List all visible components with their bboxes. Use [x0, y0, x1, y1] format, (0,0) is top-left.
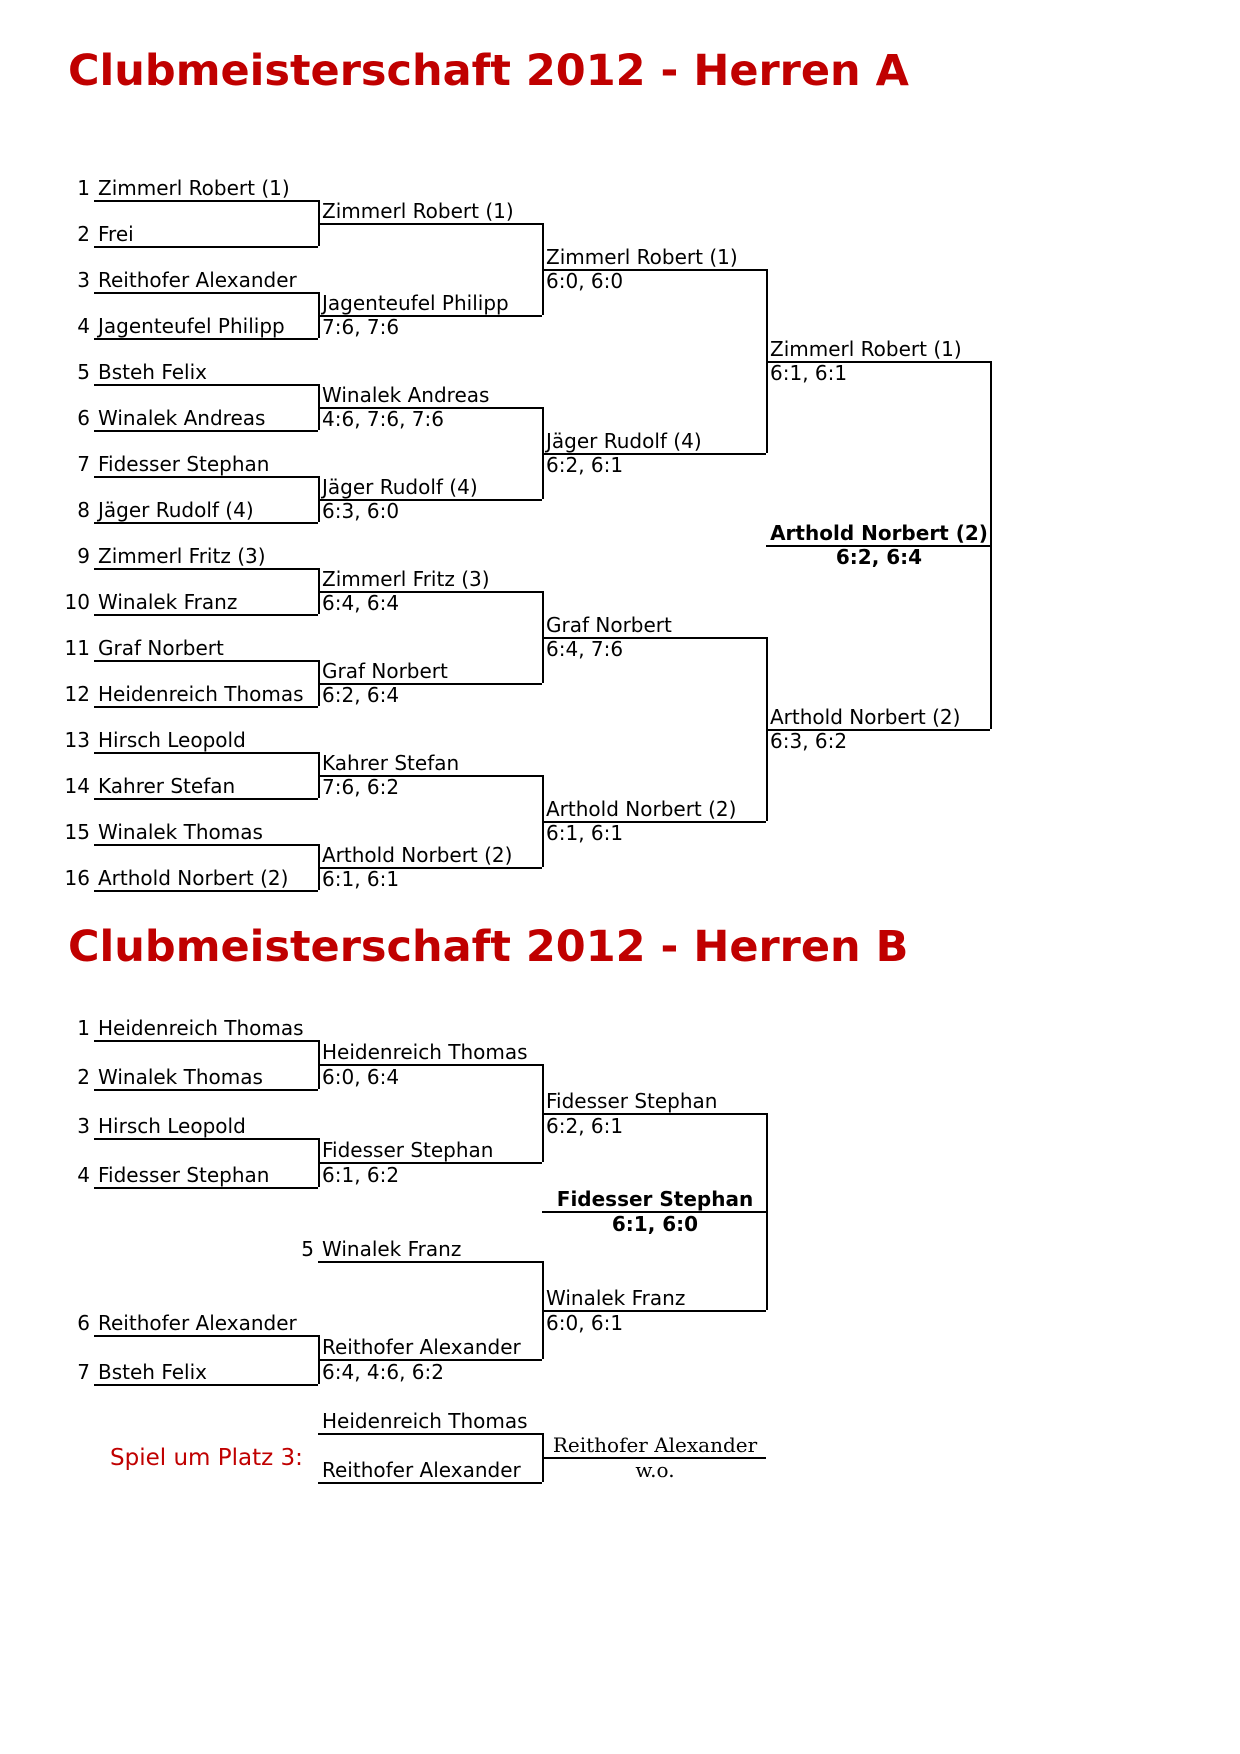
bracket-line	[94, 430, 318, 432]
bracket-line	[94, 292, 318, 294]
seed-number: 1	[77, 176, 90, 200]
r3-winner: Arthold Norbert (2)	[546, 797, 737, 821]
player-name: Reithofer Alexander	[98, 1311, 297, 1335]
bracket-line	[94, 476, 318, 478]
seed-number: 5	[77, 360, 90, 384]
r2-winner: Arthold Norbert (2)	[322, 843, 513, 867]
bracket-line	[94, 660, 318, 662]
r2-winner: Reithofer Alexander	[322, 1335, 521, 1359]
player-name: Graf Norbert	[98, 636, 224, 660]
r4-winner: Arthold Norbert (2)	[770, 705, 961, 729]
champion-name: Fidesser Stephan	[556, 1187, 754, 1211]
bracket-line	[94, 338, 318, 340]
player-name: Kahrer Stefan	[98, 774, 236, 798]
bracket-line	[94, 1384, 318, 1386]
r2-score: 6:2, 6:4	[322, 683, 400, 707]
bracket-line	[94, 568, 318, 570]
seed-number: 12	[64, 682, 90, 706]
herren-b-title: Clubmeisterschaft 2012 - Herren B	[68, 922, 909, 972]
player-name: Zimmerl Robert (1)	[98, 176, 290, 200]
seed-number: 11	[64, 636, 90, 660]
player-name: Jagenteufel Philipp	[98, 314, 285, 338]
bracket-line	[94, 384, 318, 386]
champion-score: 6:1, 6:0	[611, 1212, 699, 1236]
seed-number: 1	[77, 1016, 90, 1040]
bracket-line	[94, 752, 318, 754]
player-name: Reithofer Alexander	[98, 268, 297, 292]
r3-score: 6:0, 6:0	[546, 269, 624, 293]
r2-winner: Kahrer Stefan	[322, 751, 460, 775]
r4-score: 6:3, 6:2	[770, 729, 848, 753]
r2-winner: Zimmerl Robert (1)	[322, 199, 514, 223]
player-name: Heidenreich Thomas	[98, 682, 304, 706]
r2-score: 6:3, 6:0	[322, 499, 400, 523]
seed-number: 5	[301, 1237, 314, 1261]
bracket-line	[318, 223, 542, 225]
bracket-line	[94, 1187, 318, 1189]
bracket-line	[94, 614, 318, 616]
seed-number: 4	[77, 1163, 90, 1187]
r2-score: 7:6, 6:2	[322, 775, 400, 799]
third-place-player1: Heidenreich Thomas	[322, 1409, 528, 1433]
player-name: Arthold Norbert (2)	[98, 866, 289, 890]
bracket-line	[94, 1138, 318, 1140]
r3-score: 6:1, 6:1	[546, 821, 624, 845]
seed-number: 13	[64, 728, 90, 752]
seed-number: 3	[77, 1114, 90, 1138]
player-name: Jäger Rudolf (4)	[98, 498, 254, 522]
r2-score: 6:1, 6:1	[322, 867, 400, 891]
third-place-winner: Reithofer Alexander	[552, 1433, 758, 1457]
r2-winner: Zimmerl Fritz (3)	[322, 567, 490, 591]
seed-number: 9	[77, 544, 90, 568]
bracket-line	[94, 844, 318, 846]
player-name: Winalek Thomas	[98, 1065, 263, 1089]
r2-winner: Heidenreich Thomas	[322, 1040, 528, 1064]
r2-score: 6:1, 6:2	[322, 1163, 400, 1187]
third-place-player2: Reithofer Alexander	[322, 1458, 521, 1482]
r2-winner: Jäger Rudolf (4)	[322, 475, 478, 499]
r2-winner: Winalek Andreas	[322, 383, 490, 407]
third-place-label: Spiel um Platz 3:	[110, 1445, 303, 1471]
player-name: Heidenreich Thomas	[98, 1016, 304, 1040]
r2-score: 6:4, 6:4	[322, 591, 400, 615]
seed-number: 10	[64, 590, 90, 614]
player-name: Frei	[98, 222, 134, 246]
champion-name: Arthold Norbert (2)	[770, 521, 988, 545]
bracket-line	[94, 1040, 318, 1042]
seed-number: 6	[77, 406, 90, 430]
seed-number: 7	[77, 1360, 90, 1384]
seed-number: 7	[77, 452, 90, 476]
bracket-line	[94, 1089, 318, 1091]
seed-number: 3	[77, 268, 90, 292]
player-name: Fidesser Stephan	[98, 1163, 270, 1187]
bracket-line	[94, 246, 318, 248]
herren-a-title: Clubmeisterschaft 2012 - Herren A	[68, 46, 909, 96]
bracket-line	[318, 1261, 542, 1263]
bracket-line	[318, 1482, 542, 1484]
seed-number: 4	[77, 314, 90, 338]
r4-score: 6:1, 6:1	[770, 361, 848, 385]
bracket-line	[94, 706, 318, 708]
r2-score: 6:0, 6:4	[322, 1065, 400, 1089]
bracket-line	[318, 1433, 542, 1435]
seed-number: 2	[77, 222, 90, 246]
player-name: Bsteh Felix	[98, 1360, 207, 1384]
r2-winner: Fidesser Stephan	[322, 1138, 494, 1162]
r2-score: 6:4, 4:6, 6:2	[322, 1360, 444, 1384]
r2-score: 4:6, 7:6, 7:6	[322, 407, 444, 431]
r2-score: 7:6, 7:6	[322, 315, 400, 339]
player-name: Fidesser Stephan	[98, 452, 270, 476]
seed-number: 6	[77, 1311, 90, 1335]
bracket-line	[94, 522, 318, 524]
player-name: Bsteh Felix	[98, 360, 207, 384]
player-name: Hirsch Leopold	[98, 1114, 246, 1138]
bracket-line	[94, 890, 318, 892]
r3-winner: Winalek Franz	[546, 1286, 686, 1310]
player-name: Winalek Franz	[322, 1237, 462, 1261]
r3-score: 6:2, 6:1	[546, 453, 624, 477]
r3-score: 6:0, 6:1	[546, 1311, 624, 1335]
third-place-result: w.o.	[635, 1458, 675, 1482]
bracket-line	[94, 798, 318, 800]
player-name: Winalek Franz	[98, 590, 238, 614]
seed-number: 16	[64, 866, 90, 890]
r2-winner: Graf Norbert	[322, 659, 448, 683]
r3-winner: Jäger Rudolf (4)	[546, 429, 702, 453]
r4-winner: Zimmerl Robert (1)	[770, 337, 962, 361]
player-name: Hirsch Leopold	[98, 728, 246, 752]
r3-score: 6:4, 7:6	[546, 637, 624, 661]
seed-number: 15	[64, 820, 90, 844]
r2-winner: Jagenteufel Philipp	[322, 291, 509, 315]
seed-number: 2	[77, 1065, 90, 1089]
bracket-line	[94, 1335, 318, 1337]
player-name: Winalek Thomas	[98, 820, 263, 844]
seed-number: 8	[77, 498, 90, 522]
player-name: Winalek Andreas	[98, 406, 266, 430]
player-name: Zimmerl Fritz (3)	[98, 544, 266, 568]
champion-score: 6:2, 6:4	[835, 545, 923, 569]
r3-score: 6:2, 6:1	[546, 1114, 624, 1138]
r3-winner: Graf Norbert	[546, 613, 672, 637]
r3-winner: Zimmerl Robert (1)	[546, 245, 738, 269]
seed-number: 14	[64, 774, 90, 798]
bracket-line	[94, 200, 318, 202]
r3-winner: Fidesser Stephan	[546, 1089, 718, 1113]
